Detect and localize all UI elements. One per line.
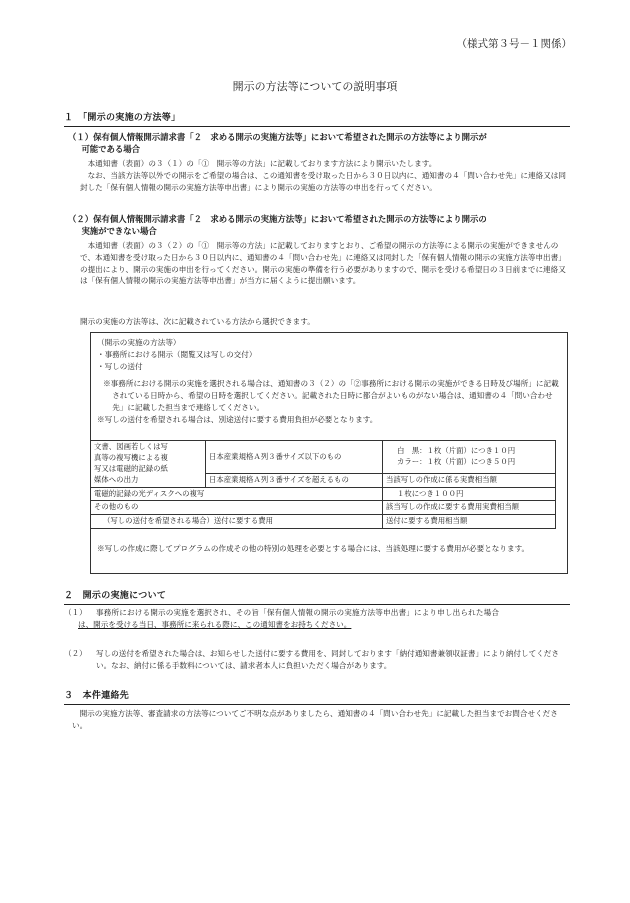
section2-item1-text-a: 事務所における開示の実施を選択され、その旨「保有個人情報の開示の実施方法等申出書」により申し出られた場合 bbox=[96, 608, 500, 617]
fee-row1-fee: 白 黒：１枚（片面）につき１０円 カラー：１枚（片面）につき５０円 bbox=[383, 441, 556, 474]
fee-row3-fee: １枚につき１００円 bbox=[383, 487, 556, 501]
section2-item1 bbox=[64, 607, 570, 631]
section2-item2 bbox=[64, 648, 570, 672]
section1-item1-para1: 本通知書（表面）の３（１）の「① 開示等の方法」に記載しております方法により開示いたします。 bbox=[87, 159, 437, 168]
section1-item2-heading: （２）保有個人情報開示請求書「２ 求める開示の実施方法等」において希望された開示の方法等により開示の 実施ができない場合 bbox=[68, 214, 487, 237]
section3-heading: ３ 本件連絡先 bbox=[64, 691, 130, 701]
section1-item2-para2: 開示の実施の方法等は、次に記載されている方法から選択できます。 bbox=[80, 317, 315, 326]
section3-text: 開示の実施方法等、審査請求の方法等についてご不明な点がありましたら、通知書の４「問い合わせ先」に記載した担当までお問合せください。 bbox=[72, 709, 558, 730]
fee-row4-fee: 該当写しの作成に要する費用実費相当額 bbox=[383, 501, 556, 515]
fee-row2-fee: 当該写しの作成に係る実費相当額 bbox=[383, 474, 556, 488]
fee-row5-fee: 送付に要する費用相当額 bbox=[383, 515, 556, 529]
section1-item2-para1: 本通知書（表面）の３（２）の「① 開示等の方法」に記載しておりますとおり、ご希望の開示の方法等による開示の実施ができませんので、本通知書を受け取った日から３０日以内に、通知書の４「問い合わせ先」に連絡又は同封した「保有個人情報の開示の実施方法等申出書」の提出により、開示の実施の申出を行ってください。開示の実施の準備を行う必要がありますので、開示を受ける希望日の３日前までに連絡又は「保有個人情報の開示の実施方法等申出書」が当方に届くように提出願います。 bbox=[80, 241, 566, 286]
section1-item1-heading: （１）保有個人情報開示請求書「２ 求める開示の実施方法等」において希望された開示の方法等により開示が 可能である場合 bbox=[68, 132, 487, 155]
table-row bbox=[91, 515, 556, 529]
fee-row2-size: 日本産業規格Ａ列３番サイズを超えるもの bbox=[206, 474, 383, 488]
section2-rule bbox=[64, 604, 570, 605]
section1-item1-body bbox=[80, 158, 572, 193]
table-row bbox=[91, 441, 556, 474]
section2-item1-prefix: （１） bbox=[64, 608, 87, 617]
section2-heading: ２ 開示の実施について bbox=[64, 591, 167, 601]
section1-item1-para2: なお、当該方法等以外での開示をご希望の場合は、この通知書を受け取った日から３０日以内に、通知書の４「問い合わせ先」に連絡又は同封した「保有個人情報の開示の実施方法等申出書」により開示の実施の方法等の申出を行ってください。 bbox=[80, 170, 566, 192]
fee-row1-size: 日本産業規格Ａ列３番サイズ以下のもの bbox=[206, 441, 383, 474]
fee-row4-label: その他のもの bbox=[91, 501, 383, 515]
section2-item1-text-b: は、開示を受ける当日、事務所に来られる際に、この通知書をお持ちください。 bbox=[78, 619, 352, 629]
note-office: ※事務所における開示の実施を選択される場合は、通知書の３（２）の「②事務所における開示の実施ができる日時及び場所」に記載されている日時から、希望の日時を選択してください。記載された日時に都合がよいものがない場合は、通知書の４「問い合わせ先」に記載した担当まで連絡してください。 bbox=[103, 379, 559, 412]
note-program-cost: ※写しの作成に際してプログラムの作成その他の特別の処理を必要とする場合には、当該処理に要する費用が必要となります。 bbox=[97, 544, 530, 553]
method-mail: ・写しの送付 bbox=[97, 361, 143, 371]
section2-item2-text: 写しの送付を希望された場合は、お知らせした送付に要する費用を、同封しております「納付通知書兼領収証書」により納付してください。なお、納付に係る手数料については、請求者本人に負担いただく場合があります。 bbox=[96, 649, 559, 670]
note-mail-fee: ※写しの送付を希望される場合は、別途送付に要する費用負担が必要となります。 bbox=[97, 414, 378, 424]
section1-rule bbox=[64, 126, 570, 127]
document-title: 開示の方法等についての説明事項 bbox=[232, 80, 398, 93]
fee-row1-label: 文書、図画若しくは写 真等の複写機による複 写又は電磁的記録の紙 媒体への出力 bbox=[91, 441, 206, 488]
table-row bbox=[91, 487, 556, 501]
method-office: ・事務所における開示（閲覧又は写しの交付） bbox=[97, 349, 257, 359]
table-row bbox=[91, 501, 556, 515]
section1-item2-body bbox=[80, 240, 572, 287]
methods-box-title: （開示の実施の方法等） bbox=[97, 338, 181, 347]
section1-heading: １ 「開示の実施の方法等」 bbox=[64, 113, 181, 123]
section2-item2-prefix: （２） bbox=[64, 649, 87, 658]
section3-rule bbox=[64, 704, 570, 705]
fee-table bbox=[90, 440, 556, 529]
fee-row3-label: 電磁的記録の光ディスクへの複写 bbox=[91, 487, 383, 501]
form-number: （様式第３号－１関係） bbox=[456, 38, 572, 50]
fee-row5-label: （写しの送付を希望される場合）送付に要する費用 bbox=[91, 515, 383, 529]
